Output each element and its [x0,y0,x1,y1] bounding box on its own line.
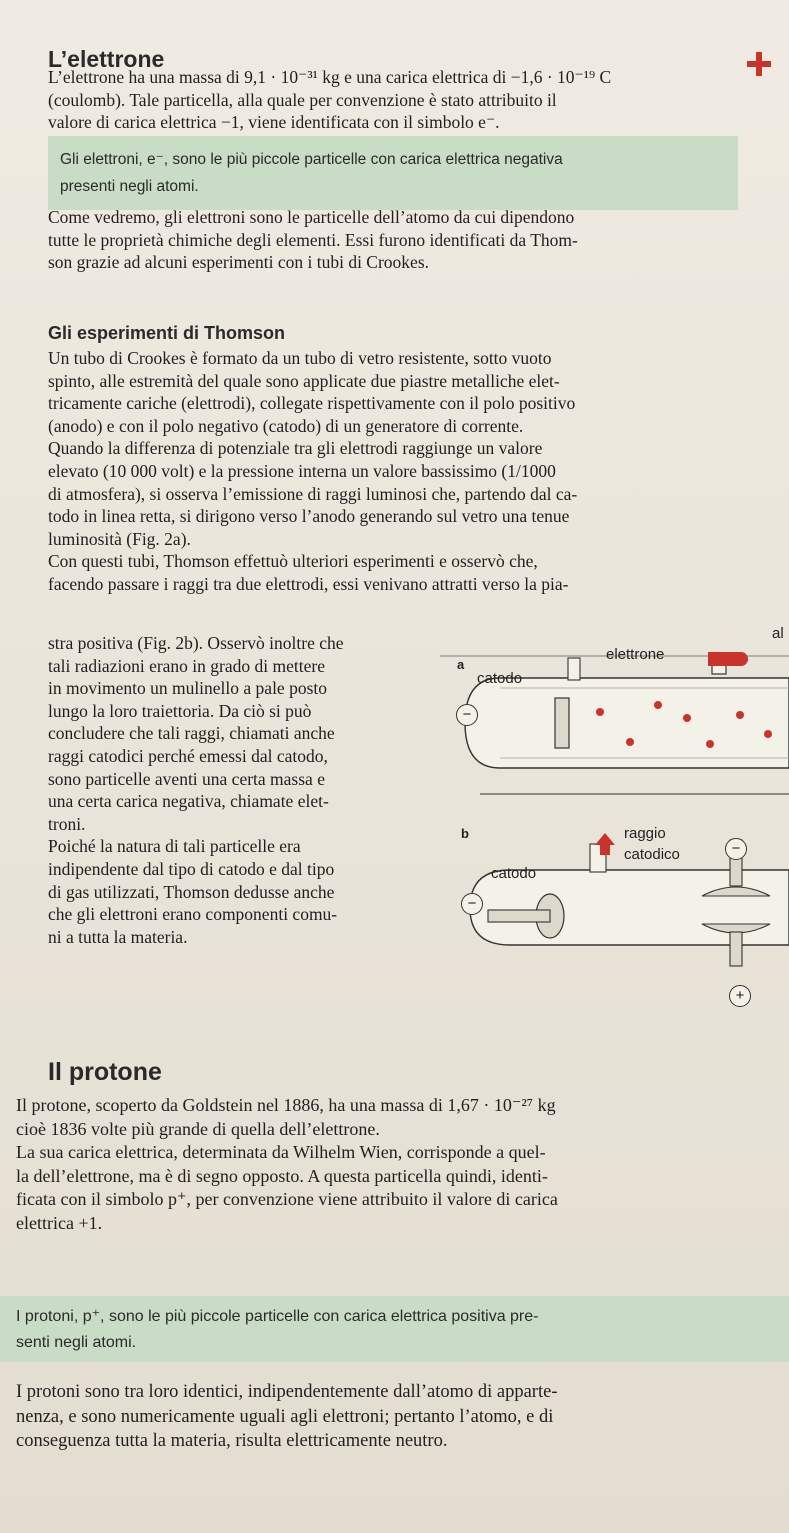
label-cut-text: al [772,625,784,642]
definition-line: I protoni, p⁺, sono le più piccole particelle con carica elettrica positiva pre- [16,1308,539,1325]
figure-a-crookes-tube [440,618,789,798]
electron-particle [654,701,662,709]
definition-line: senti negli atomi. [16,1334,137,1351]
electron-title: L’elettrone [48,46,165,72]
figure-b-letter: b [461,826,469,841]
text-line: stra positiva (Fig. 2b). Osservò inoltre che [48,633,344,653]
text-line: Quando la differenza di potenziale tra gli elettrodi raggiunge un valore [48,438,543,459]
text-line: che gli elettroni erano componenti comu- [48,904,338,925]
definition-line: Gli elettroni, e⁻, sono le più piccole particelle con carica elettrica negativa [60,151,563,168]
text-line: la dell’elettrone, ma è di segno opposto. A questa particella quindi, identi- [16,1165,548,1186]
text-line: tutte le proprietà chimiche degli elementi. Essi furono identificati da Thom- [48,229,578,250]
text-line: tricamente cariche (elettrodi), collegate rispettivamente con il polo positivo [48,393,576,414]
label-ray-line-1: raggio [624,825,666,842]
text-line: indipendente dal tipo di catodo e dal tipo [48,858,335,879]
electron-particle [706,740,714,748]
label-electron: elettrone [606,646,665,663]
electron-particle [764,730,772,738]
text-line: valore di carica elettrica −1, viene identificata con il simbolo e⁻. [48,112,500,133]
minus-sign: − [731,840,741,857]
electron-paragraph-2 [48,206,578,274]
minus-sign-circle-b2 [461,893,483,915]
text-line: (coulomb). Tale particella, alla quale per convenzione è stato attribuito il [48,89,557,110]
text-line: ficata con il simbolo p⁺, per convenzione viene attribuito il valore di carica [16,1189,558,1209]
proton-paragraph [16,1094,558,1235]
text-line: elettrica +1. [16,1212,103,1233]
text-line: L’elettrone ha una massa di 9,1 · 10⁻³¹ kg e una carica elettrica di −1,6 · 10⁻¹⁹ C [48,67,612,87]
text-line: todo in linea retta, si dirigono verso l’anodo generando sul vetro una tenue [48,506,570,527]
minus-sign: − [462,706,472,723]
electron-particle [683,714,691,722]
text-line: ni a tutta la materia. [48,926,188,947]
text-line: concludere che tali raggi, chiamati anche [48,723,335,744]
electron-particle [626,738,634,746]
text-line: spinto, alle estremità del quale sono applicate due piastre metalliche elet- [48,370,560,391]
text-line: La sua carica elettrica, determinata da Wilhelm Wien, corrisponde a quel- [16,1142,546,1162]
text-line: nenza, e sono numericamente uguali agli elettroni; pertanto l’atomo, e di [16,1406,554,1427]
text-line: di gas utilizzati, Thomson dedusse anche [48,881,335,902]
label-cathode-a: catodo [477,670,523,687]
electron-arrow-icon [708,652,748,666]
text-line: Poiché la natura di tali particelle era [48,836,301,857]
text-line: di atmosfera), si osserva l’emissione di raggi luminosi che, partendo dal ca- [48,483,578,504]
electron-definition [60,146,563,200]
thomson-paragraph [48,347,577,596]
text-line: son grazie ad alcuni esperimenti con i tubi di Crookes. [48,252,430,273]
proton-definition [16,1304,538,1356]
plus-sign: + [735,987,745,1004]
text-line: luminosità (Fig. 2a). [48,528,191,549]
electron-particle [736,711,744,719]
label-cathode-b: catodo [491,865,537,882]
text-line: Come vedremo, gli elettroni sono le particelle dell’atomo da cui dipendono [48,207,575,227]
text-line: in movimento un mulinello a pale posto [48,678,327,699]
text-line: sono particelle aventi una certa massa e [48,768,325,789]
minus-sign-circle-b1 [725,838,747,860]
text-line: facendo passare i raggi tra due elettrodi, essi venivano attratti verso la pia- [48,573,569,594]
definition-line: presenti negli atomi. [60,178,199,195]
minus-sign: − [467,895,477,912]
text-line: troni. [48,813,86,834]
figure-a-letter: a [457,657,465,672]
electron-intro [48,66,611,134]
text-line: lungo la loro traiettoria. Da ciò si può [48,700,312,721]
text-line: Con questi tubi, Thomson effettuò ulteriori esperimenti e osservò che, [48,551,538,572]
text-line: raggi catodici perché emessi dal catodo, [48,745,328,766]
label-ray-line-2: catodico [624,846,680,863]
electron-particle [596,708,604,716]
text-line: (anodo) e con il polo negativo (catodo) di un generatore di corrente. [48,415,524,436]
plus-sign-circle-b [729,985,751,1007]
text-line: cioè 1836 volte più grande di quella dell’elettrone. [16,1118,380,1139]
proton-final-paragraph [16,1380,557,1454]
thomson-title: Gli esperimenti di Thomson [48,323,286,343]
text-line: tali radiazioni erano in grado di mettere [48,655,325,676]
text-line: una certa carica negativa, chiamate elet- [48,791,329,812]
cathode-ray-arrow-icon [595,833,615,845]
text-line: conseguenza tutta la materia, risulta elettricamente neutro. [16,1431,448,1451]
text-line: I protoni sono tra loro identici, indipendentemente dall’atomo di apparte- [16,1382,558,1402]
text-line: Un tubo di Crookes è formato da un tubo di vetro resistente, sotto vuoto [48,348,552,368]
text-line: Il protone, scoperto da Goldstein nel 1886, ha una massa di 1,67 · 10⁻²⁷ kg [16,1095,556,1115]
text-line: elevato (10 000 volt) e la pressione interna un valore bassissimo (1/1000 [48,460,556,481]
red-plus-icon [747,52,771,76]
thomson-narrow-paragraph [48,632,344,948]
cathode-ray-arrow-stem [600,845,610,855]
proton-title: Il protone [48,1058,162,1086]
minus-sign-circle-a [456,704,478,726]
